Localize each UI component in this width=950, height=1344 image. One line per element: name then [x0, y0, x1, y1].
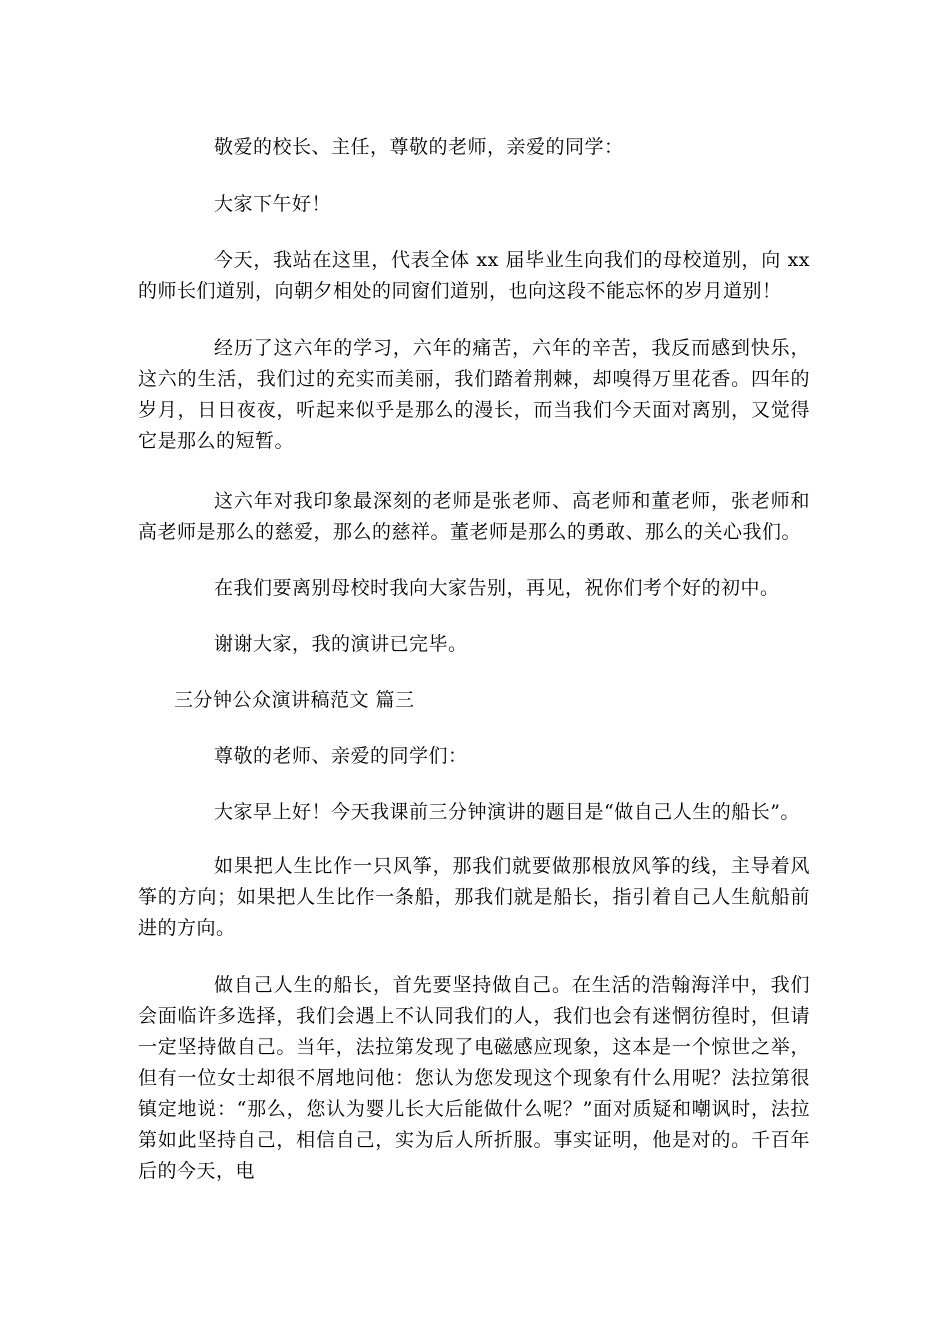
greeting: 大家下午好！: [214, 193, 332, 215]
closing-line: 谢谢大家，我的演讲已完毕。: [214, 633, 468, 655]
section-heading: 三分钟公众演讲稿范文 篇三: [174, 689, 415, 711]
body-paragraph: 在我们要离别母校时我向大家告别，再见，祝你们考个好的初中。: [214, 577, 780, 599]
body-paragraph: 经历了这六年的学习，六年的痛苦，六年的辛苦，我反而感到快乐，这六的生活，我们过的充实而美丽，我们踏着荆棘，却嗅得万里花香。四年的岁月，日日夜夜，听起来似乎是那么的漫长，而当我们今天面对离别，又觉得它是那么的短暂。: [138, 337, 810, 452]
body-paragraph: 这六年对我印象最深刻的老师是张老师、高老师和董老师，张老师和高老师是那么的慈爱，那么的慈祥。董老师是那么的勇敢、那么的关心我们。: [138, 490, 810, 543]
greeting: 大家早上好！今天我课前三分钟演讲的题目是“做自己人生的船长”。: [214, 801, 800, 823]
salutation: 敬爱的校长、主任，尊敬的老师，亲爱的同学：: [214, 136, 624, 158]
salutation: 尊敬的老师、亲爱的同学们：: [214, 745, 468, 767]
body-paragraph: 做自己人生的船长，首先要坚持做自己。在生活的浩翰海洋中，我们会面临许多选择，我们会遇上不认同我们的人，我们也会有迷惘彷徨时，但请一定坚持做自己。当年，法拉第发现了电磁感应现象，这本是一个惊世之举，但有一位女士却很不屑地问他：您认为您发现这个现象有什么用呢？法拉第很镇定地说：“那么，您认为婴儿长大后能做什么呢？”面对质疑和嘲讽时，法拉第如此坚持自己，相信自己，实为后人所折服。事实证明，他是对的。千百年后的今天，电: [138, 974, 810, 1182]
body-paragraph: 今天，我站在这里，代表全体 xx 届毕业生向我们的母校道别，向 xx 的师长们道别，向朝夕相处的同窗们道别，也向这段不能忘怀的岁月道别！: [138, 249, 810, 302]
body-paragraph: 如果把人生比作一只风筝，那我们就要做那根放风筝的线，主导着风筝的方向；如果把人生比作一条船，那我们就是船长，指引着自己人生航船前进的方向。: [138, 855, 810, 939]
